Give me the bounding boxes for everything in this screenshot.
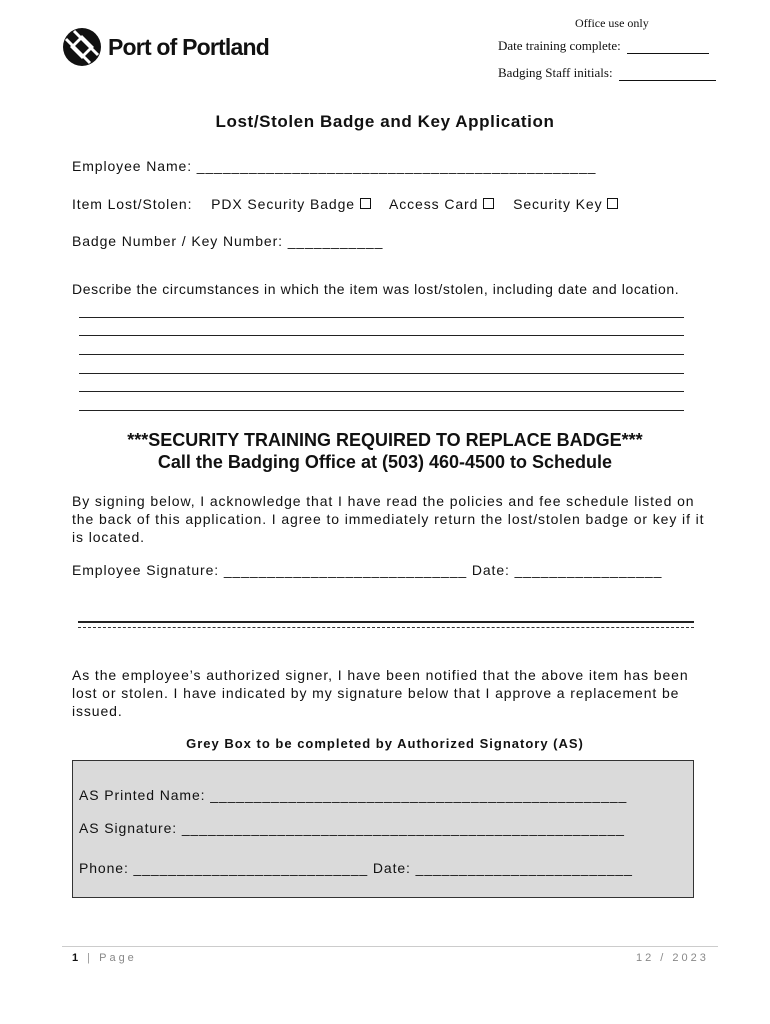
pdx-badge-checkbox[interactable] [360,198,371,209]
badging-staff-label: Badging Staff initials: [498,65,613,80]
description-line[interactable] [79,391,684,392]
description-line[interactable] [79,410,684,411]
describe-prompt: Describe the circumstances in which the item was lost/stolen, including date and location. [72,281,680,297]
option-access-card[interactable] [389,196,494,212]
employee-name-field[interactable]: Employee Name: ______________________________________________ [72,158,597,174]
option-pdx-badge-label: PDX Security Badge [211,196,355,212]
as-printed-name-field[interactable]: AS Printed Name: ________________________________________________ [79,787,628,803]
page-number: 1 | Page [72,952,137,964]
authorized-signer-text: As the employee’s authorized signer, I have been notified that the above item has been lost or stolen. I have indicated by my signature below that I approve a replacement be issued. [72,667,689,719]
description-line[interactable] [79,373,684,374]
employee-signature-field[interactable]: Employee Signature: ____________________________ Date: _________________ [72,562,663,578]
badge-number-field[interactable]: Badge Number / Key Number: ___________ [72,233,384,249]
option-pdx-badge[interactable] [211,196,371,212]
as-phone-date-field[interactable]: Phone: ___________________________ Date: _________________________ [79,860,633,876]
item-lost-label: Item Lost/Stolen: [72,196,193,212]
badging-office-notice: Call the Badging Office at (503) 460-4500 to Schedule [157,452,613,472]
description-line[interactable] [79,317,684,318]
footer-rule [62,946,718,947]
description-line[interactable] [79,354,684,355]
security-key-checkbox[interactable] [607,198,618,209]
page-number-value: 1 [72,952,82,964]
item-lost-row [72,196,618,212]
office-use-label: Office use only [575,16,649,30]
acknowledgement-text: By signing below, I acknowledge that I have read the policies and fee schedule listed on the back of this application. I agree to immediately return the lost/stolen badge or key if it is located. [72,493,705,545]
port-logo [62,26,269,68]
badging-staff-line [619,68,716,81]
date-training-line [627,41,709,54]
port-logo-icon [62,27,102,67]
page-title: Lost/Stolen Badge and Key Application [215,112,555,131]
logo-text: Port of Portland [108,33,269,60]
badging-staff-field[interactable] [498,65,716,81]
training-notice: ***SECURITY TRAINING REQUIRED TO REPLACE BADGE*** [127,430,643,450]
page-label: Page [99,952,137,964]
option-security-key-label: Security Key [513,196,603,212]
date-training-field[interactable] [498,38,709,54]
section-divider [78,621,694,628]
date-training-label: Date training complete: [498,38,621,53]
option-security-key[interactable] [513,196,618,212]
description-line[interactable] [79,335,684,336]
grey-box-label: Grey Box to be completed by Authorized Signatory (AS) [186,736,584,751]
revision-date: 12 / 2023 [636,952,709,964]
option-access-card-label: Access Card [389,196,479,212]
as-signature-field[interactable]: AS Signature: ___________________________________________________ [79,820,625,836]
access-card-checkbox[interactable] [483,198,494,209]
